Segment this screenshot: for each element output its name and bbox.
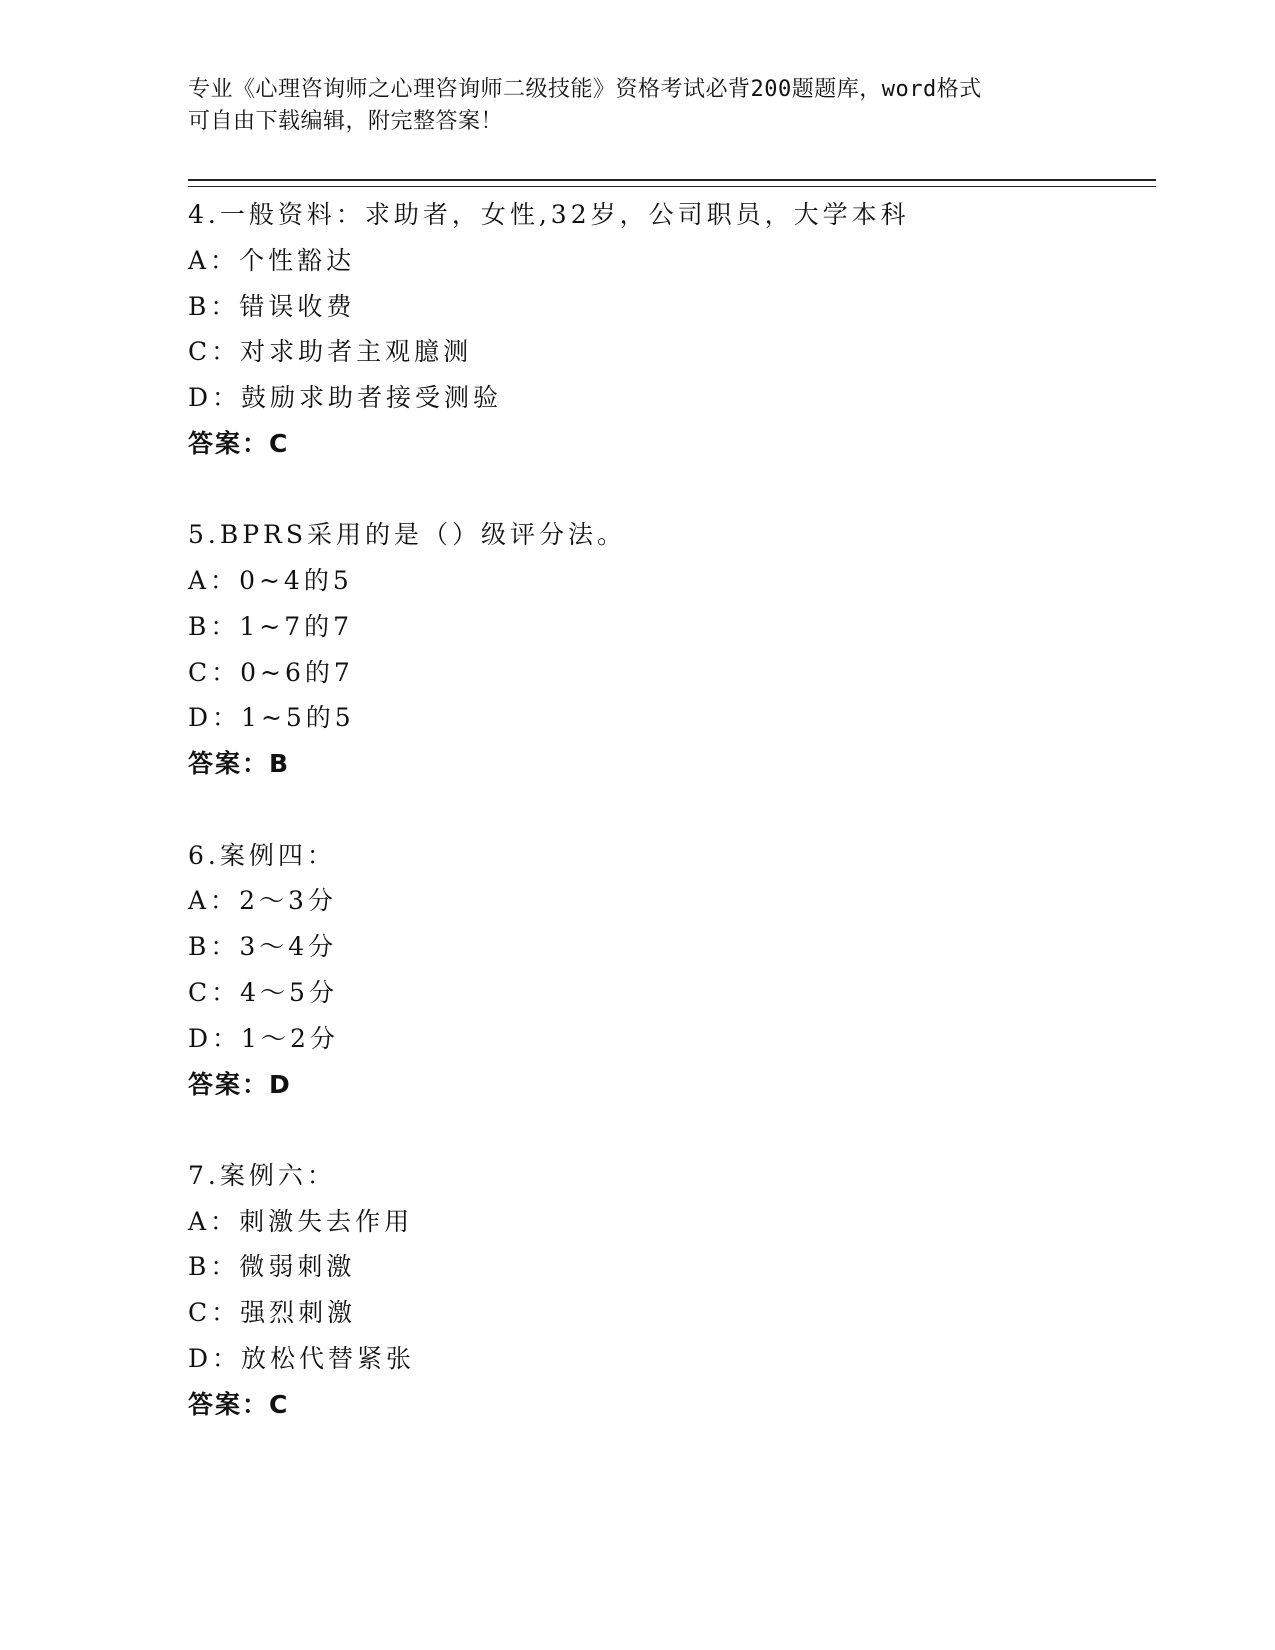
option-letter: B： <box>188 291 240 321</box>
option-text: 鼓励求助者接受测验 <box>241 383 503 413</box>
option-b <box>188 924 1156 970</box>
answer-value: B <box>269 749 291 779</box>
question-list <box>188 192 1156 1428</box>
question-stem <box>188 192 1156 238</box>
option-text: 2～3分 <box>239 886 337 916</box>
option-a <box>188 558 1156 604</box>
option-letter: C： <box>188 657 241 687</box>
option-letter: D： <box>188 383 242 413</box>
option-d <box>188 695 1156 741</box>
page-header <box>188 74 1088 138</box>
option-text: 1~7的7 <box>239 611 354 641</box>
option-c <box>188 1290 1156 1336</box>
option-text: 1～2分 <box>241 1023 339 1053</box>
option-text: 个性豁达 <box>239 245 356 275</box>
answer-label: 答案： <box>188 1069 270 1099</box>
option-d <box>188 1016 1156 1062</box>
option-letter: C： <box>188 337 241 367</box>
question-7 <box>188 1153 1156 1428</box>
question-number: 5. <box>188 520 220 550</box>
option-b <box>188 284 1156 330</box>
answer-line <box>188 741 1156 787</box>
option-c <box>188 970 1156 1016</box>
answer-value: C <box>269 1389 290 1419</box>
option-letter: A： <box>188 886 240 916</box>
option-letter: C： <box>188 977 241 1007</box>
option-letter: B： <box>188 611 240 641</box>
option-letter: A： <box>188 245 240 275</box>
option-letter: D： <box>188 703 242 733</box>
question-stem <box>188 833 1156 879</box>
question-stem <box>188 512 1156 558</box>
question-stem <box>188 1153 1156 1199</box>
answer-line <box>188 1382 1156 1428</box>
option-letter: D： <box>188 1023 242 1053</box>
option-text: 1~5的5 <box>241 703 355 733</box>
option-letter: A： <box>188 1206 240 1236</box>
question-text: BPRS采用的是（）级评分法。 <box>219 520 627 550</box>
answer-line <box>188 421 1156 467</box>
option-b <box>188 1244 1156 1290</box>
option-text: 对求助者主观臆测 <box>240 337 473 367</box>
answer-value: D <box>269 1069 292 1099</box>
header-divider <box>188 179 1156 187</box>
option-a <box>188 1199 1156 1245</box>
question-6 <box>188 833 1156 1108</box>
option-text: 放松代替紧张 <box>241 1344 416 1374</box>
header-line-2: 可自由下载编辑，附完整答案！ <box>188 109 504 134</box>
answer-label: 答案： <box>188 749 270 779</box>
option-text: 0~4的5 <box>239 566 353 596</box>
option-letter: B： <box>188 1252 240 1282</box>
option-text: 错误收费 <box>239 291 356 321</box>
option-text: 强烈刺激 <box>240 1298 357 1328</box>
option-d <box>188 1336 1156 1382</box>
question-text: 一般资料：求助者，女性,32岁，公司职员，大学本科 <box>219 200 910 229</box>
option-text: 0~6的7 <box>240 657 354 687</box>
question-4 <box>188 192 1156 467</box>
option-letter: D： <box>188 1344 242 1374</box>
option-b <box>188 604 1156 650</box>
question-text: 案例六： <box>219 1160 336 1190</box>
answer-line <box>188 1062 1156 1108</box>
option-c <box>188 650 1156 696</box>
option-text: 3～4分 <box>239 932 338 962</box>
answer-value: C <box>269 428 290 458</box>
question-number: 4. <box>188 200 220 229</box>
option-d <box>188 375 1156 421</box>
question-5 <box>188 512 1156 787</box>
question-number: 6. <box>188 840 220 870</box>
option-letter: A： <box>188 566 240 596</box>
option-letter: B： <box>188 932 240 962</box>
option-text: 刺激失去作用 <box>239 1206 414 1236</box>
option-text: 微弱刺激 <box>239 1252 356 1282</box>
option-a <box>188 238 1156 284</box>
answer-label: 答案： <box>188 428 270 458</box>
answer-label: 答案： <box>188 1389 270 1419</box>
question-text: 案例四： <box>219 840 336 870</box>
option-c <box>188 329 1156 375</box>
option-a <box>188 878 1156 924</box>
option-letter: C： <box>188 1298 241 1328</box>
question-number: 7. <box>188 1160 220 1190</box>
option-text: 4～5分 <box>240 977 338 1007</box>
header-line-1: 专业《心理咨询师之心理咨询师二级技能》资格考试必背200题题库，word格式 <box>188 77 982 102</box>
